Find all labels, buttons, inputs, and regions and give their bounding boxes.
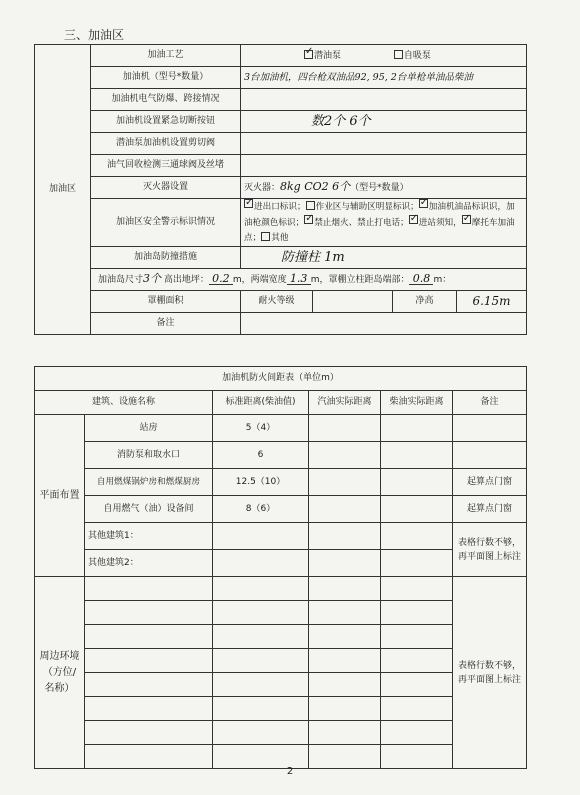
table-row: 消防泵和取水口 xyxy=(85,442,213,469)
std-value: 5（4） xyxy=(213,415,309,442)
vapor-value xyxy=(241,155,527,177)
fire-distance-table xyxy=(34,366,527,769)
std-value: 8（6） xyxy=(213,496,309,523)
env-label: 周边环境（方位/名称） xyxy=(35,577,85,769)
checkbox-icon xyxy=(244,199,253,208)
extinguisher-label: 灭火器设置 xyxy=(91,177,241,199)
checkbox-icon xyxy=(306,201,315,210)
dispenser-label: 加油机（型号*数量） xyxy=(91,67,241,89)
shear-label: 潜油泵加油机设置剪切阀 xyxy=(91,133,241,155)
table-row: 站房 xyxy=(85,415,213,442)
process-label: 加油工艺 xyxy=(91,45,241,67)
extinguisher-value: 灭火器：8kg CO2 6个（型号*数量） xyxy=(241,177,527,199)
checkbox-icon xyxy=(261,232,270,241)
section-title: 三、加油区 xyxy=(64,28,125,42)
process-options xyxy=(241,45,527,67)
fire-table-title: 加油机防火间距表（单位m） xyxy=(35,367,527,391)
header-diesel: 柴油实际距离 xyxy=(381,391,453,415)
opt-submersible[interactable]: ✓ 潜油泵 xyxy=(304,51,341,61)
island-row: 加油岛尺寸3个 高出地坪： 0.2 m，两端宽度 1.3 m，罩棚立柱距岛端部： 0.8 m： xyxy=(91,269,527,291)
height-value: 6.15m xyxy=(457,291,527,313)
checkbox-icon xyxy=(419,199,428,208)
emergency-label: 加油机设置紧急切断按钮 xyxy=(91,111,241,133)
checkbox-icon xyxy=(462,215,471,224)
remark-label: 备注 xyxy=(91,313,241,335)
remark-value xyxy=(241,313,527,335)
table-row: 其他建筑1： xyxy=(85,523,213,550)
plan-note: 表格行数不够，再平面图上标注 xyxy=(453,523,527,577)
page-number: 2 xyxy=(286,766,294,777)
canopy-label: 罩棚面积 xyxy=(91,291,241,313)
table-row: 自用燃煤锅炉房和燃煤厨房 xyxy=(85,469,213,496)
height-label: 净高 xyxy=(393,291,457,313)
note-value xyxy=(453,442,527,469)
table-row: 自用燃气（油）设备间 xyxy=(85,496,213,523)
fire-value xyxy=(313,291,393,313)
collision-label: 加油岛防撞措施 xyxy=(91,247,241,269)
checkbox-icon xyxy=(409,215,418,224)
explosion-value xyxy=(241,89,527,111)
signs-options: ✓进出口标识； 作业区与辅助区明显标识；✓ 加油机油品标识识，加油枪颜色标识；✓ 禁止烟火、禁止打电话；✓ 进站须知，✓ 摩托车加油点； 其他 xyxy=(241,199,527,247)
opt-self-priming[interactable]: 自吸泵 xyxy=(394,51,431,61)
note-value xyxy=(453,415,527,442)
header-name: 建筑、设施名称 xyxy=(35,391,213,415)
signs-label: 加油区安全警示标识情况 xyxy=(91,199,241,247)
header-std: 标准距离(柴油值) xyxy=(213,391,309,415)
note-value: 起算点门窗 xyxy=(453,496,527,523)
fuel-area-table xyxy=(34,44,527,335)
env-note: 表格行数不够，再平面图上标注 xyxy=(453,577,527,769)
checkbox-icon xyxy=(304,215,313,224)
explosion-label: 加油机电气防爆、跨接情况 xyxy=(91,89,241,111)
header-gas: 汽油实际距离 xyxy=(309,391,381,415)
extinguisher-hand: 8kg CO2 6个 xyxy=(280,180,351,193)
note-value: 起算点门窗 xyxy=(453,469,527,496)
dispenser-value: 3台加油机，四台枪双油品92, 95, 2台单枪单油品柴油 xyxy=(241,67,527,89)
fire-label: 耐火等级 xyxy=(241,291,313,313)
emergency-value: 数2个 6个 xyxy=(241,111,527,133)
shear-value xyxy=(241,133,527,155)
table-row: 其他建筑2： xyxy=(85,550,213,577)
vapor-label: 油气回收检测三通球阀及丝堵 xyxy=(91,155,241,177)
std-value: 6 xyxy=(213,442,309,469)
plan-label: 平面布置 xyxy=(35,415,85,577)
area-label: 加油区 xyxy=(35,45,91,335)
checkbox-icon xyxy=(304,50,313,59)
checkbox-icon xyxy=(394,50,403,59)
header-note: 备注 xyxy=(453,391,527,415)
std-value: 12.5（10） xyxy=(213,469,309,496)
collision-value: 防撞柱 1m xyxy=(241,247,527,269)
